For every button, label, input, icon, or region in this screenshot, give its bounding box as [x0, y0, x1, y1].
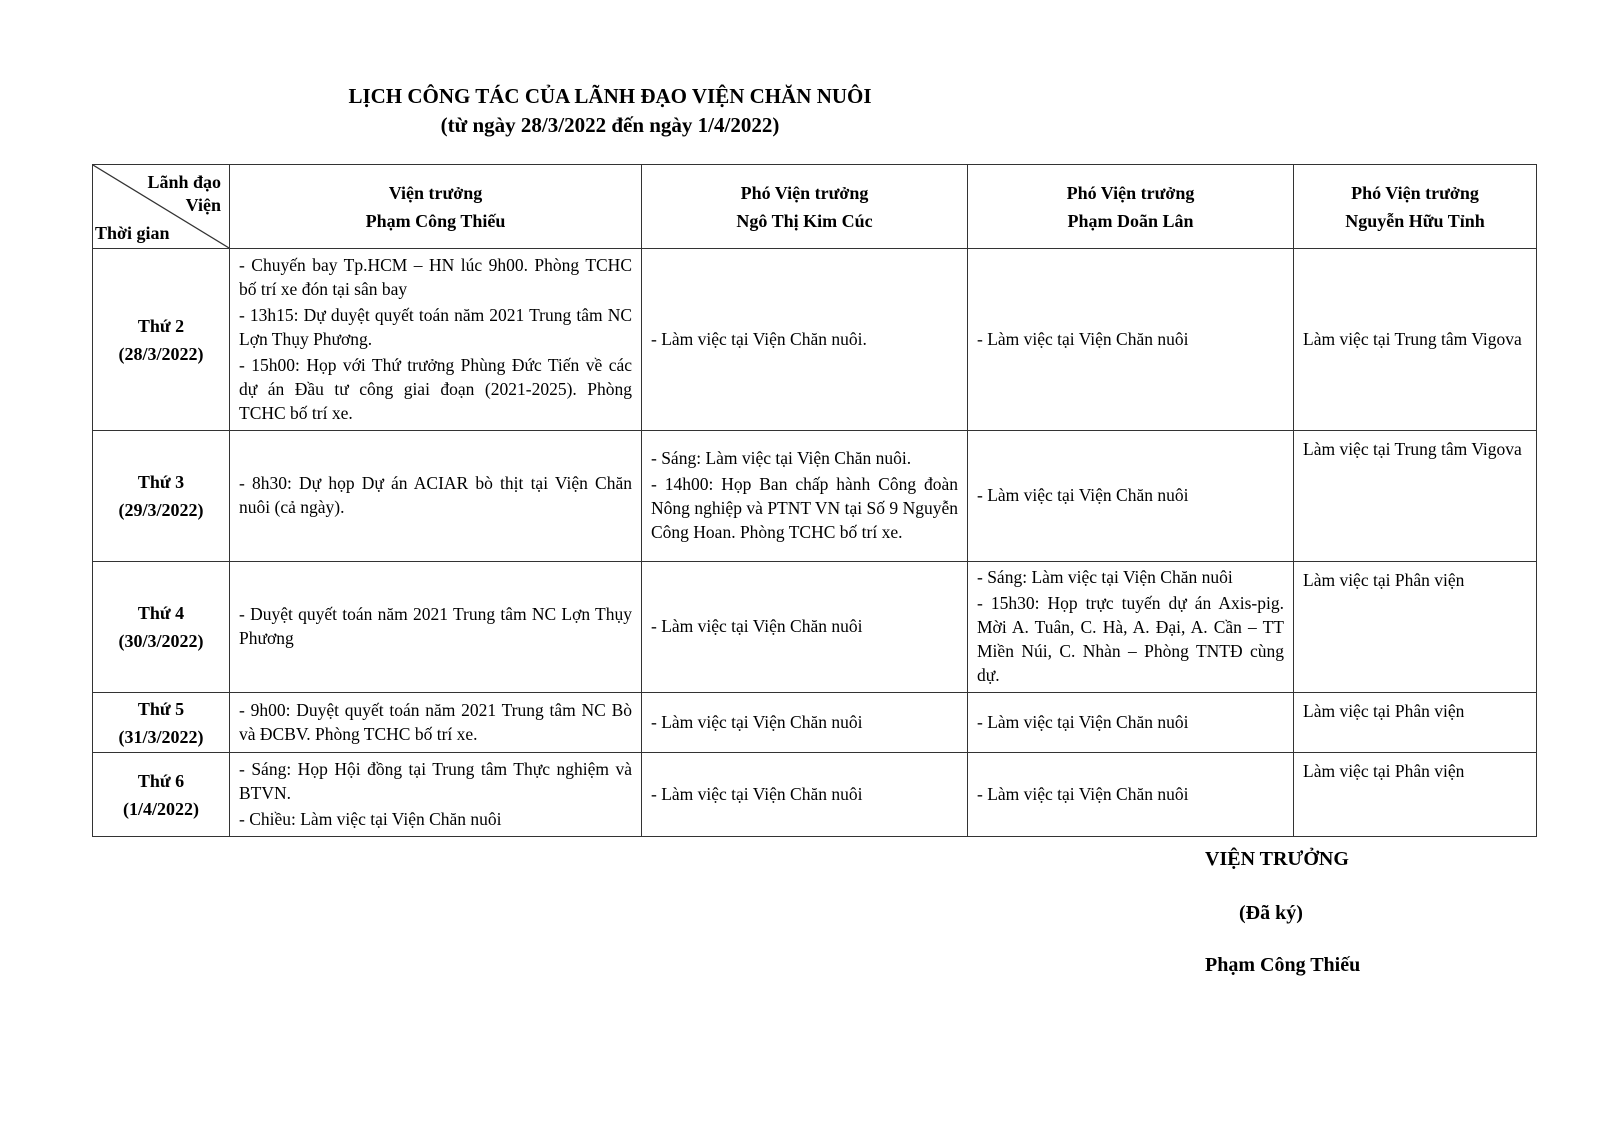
document-title-block	[0, 82, 1220, 140]
corner-label-time: Thời gian	[95, 223, 170, 243]
schedule-cell	[1294, 431, 1537, 562]
schedule-cell	[968, 753, 1294, 837]
table-row	[93, 693, 1537, 753]
day-cell	[93, 431, 230, 562]
day-name: Thứ 5	[137, 698, 185, 719]
schedule-cell	[1294, 562, 1537, 693]
schedule-cell	[1294, 753, 1537, 837]
schedule-cell	[968, 562, 1294, 693]
schedule-entry: - Sáng: Làm việc tại Viện Chăn nuôi	[977, 567, 1233, 587]
schedule-cell	[230, 562, 642, 693]
schedule-entry: - Làm việc tại Viện Chăn nuôi	[977, 783, 1189, 804]
schedule-cell	[642, 753, 968, 837]
schedule-table	[92, 164, 1537, 837]
schedule-entry: Làm việc tại Phân viện	[1303, 761, 1465, 781]
day-name: Thứ 2	[137, 315, 185, 336]
schedule-entry: - Làm việc tại Viện Chăn nuôi	[651, 711, 863, 732]
schedule-entry: Làm việc tại Phân viện	[1303, 570, 1465, 590]
schedule-cell	[968, 249, 1294, 431]
day-date: (29/3/2022)	[118, 500, 204, 520]
column-role: Viện trưởng	[388, 182, 483, 203]
table-row	[93, 562, 1537, 693]
column-role: Phó Viện trưởng	[1066, 182, 1195, 203]
schedule-cell	[230, 431, 642, 562]
schedule-cell	[230, 753, 642, 837]
schedule-entry: - 14h00: Họp Ban chấp hành Công đoàn Nông nghiệp và PTNT VN tại Số 9 Nguyễn Công Hoan. Phòng TCHC bố trí xe.	[651, 474, 958, 542]
schedule-entry: - Chuyến bay Tp.HCM – HN lúc 9h00. Phòng TCHC bố trí xe đón tại sân bay	[239, 254, 632, 299]
schedule-cell	[642, 693, 968, 753]
schedule-cell	[642, 431, 968, 562]
day-name: Thứ 4	[137, 603, 185, 623]
schedule-entry: - Sáng: Làm việc tại Viện Chăn nuôi.	[651, 448, 912, 468]
column-person: Phạm Doãn Lân	[1067, 210, 1194, 231]
schedule-entry: - 15h00: Họp với Thứ trưởng Phùng Đức Tiến về các dự án Đầu tư công giai đoạn (2021-2025). Phòng TCHC bố trí xe.	[239, 354, 632, 423]
document-title: LỊCH CÔNG TÁC CỦA LÃNH ĐẠO VIỆN CHĂN NUÔI	[348, 84, 872, 108]
schedule-entry: Làm việc tại Trung tâm Vigova	[1303, 328, 1522, 349]
header-row	[93, 165, 1537, 249]
schedule-entry: - Làm việc tại Viện Chăn nuôi	[977, 711, 1189, 732]
schedule-cell	[230, 693, 642, 753]
schedule-cell	[230, 249, 642, 431]
column-person: Phạm Công Thiếu	[365, 210, 506, 231]
schedule-entry: - 15h30: Họp trực tuyến dự án Axis-pig. Mời A. Tuân, C. Hà, A. Đại, A. Cần – TT Miền Núi, C. Nhàn – Phòng TNTĐ cùng dự.	[977, 593, 1284, 685]
day-cell	[93, 753, 230, 837]
column-role: Phó Viện trưởng	[1351, 182, 1479, 203]
schedule-entry: - Làm việc tại Viện Chăn nuôi	[977, 328, 1189, 349]
schedule-entry: - Làm việc tại Viện Chăn nuôi	[651, 616, 863, 636]
schedule-entry: - Duyệt quyết toán năm 2021 Trung tâm NC Lợn Thụy Phương	[239, 604, 632, 648]
schedule-entry: - Chiều: Làm việc tại Viện Chăn nuôi	[239, 808, 502, 829]
column-header-vien-truong	[230, 165, 642, 249]
schedule-entry: - 9h00: Duyệt quyết toán năm 2021 Trung tâm NC Bò và ĐCBV. Phòng TCHC bố trí xe.	[239, 699, 632, 744]
schedule-entry: - Sáng: Họp Hội đồng tại Trung tâm Thực nghiệm và BTVN.	[239, 758, 632, 803]
schedule-entry: - Làm việc tại Viện Chăn nuôi	[651, 783, 863, 804]
signature-title: VIỆN TRƯỞNG	[1205, 848, 1349, 870]
day-date: (28/3/2022)	[118, 343, 204, 364]
column-person: Ngô Thị Kim Cúc	[736, 210, 873, 231]
schedule-cell	[642, 562, 968, 693]
column-header-pho-vien-truong-2	[968, 165, 1294, 249]
schedule-entry: Làm việc tại Phân viện	[1303, 701, 1465, 721]
day-cell	[93, 249, 230, 431]
schedule-cell	[1294, 693, 1537, 753]
column-header-pho-vien-truong-3	[1294, 165, 1537, 249]
day-cell	[93, 693, 230, 753]
column-person: Nguyễn Hữu Tỉnh	[1345, 210, 1485, 231]
signature-name: Phạm Công Thiếu	[1205, 954, 1361, 976]
corner-header-cell	[93, 165, 230, 249]
schedule-entry: - Làm việc tại Viện Chăn nuôi	[977, 485, 1189, 505]
schedule-cell	[642, 249, 968, 431]
table-row	[93, 431, 1537, 562]
schedule-entry: - 13h15: Dự duyệt quyết toán năm 2021 Trung tâm NC Lợn Thụy Phương.	[239, 304, 632, 349]
day-name: Thứ 3	[137, 472, 185, 492]
schedule-entry: - 8h30: Dự họp Dự án ACIAR bò thịt tại Viện Chăn nuôi (cả ngày).	[239, 473, 632, 517]
corner-label-leaders: Lãnh đạo Viện	[147, 172, 221, 215]
table-row	[93, 753, 1537, 837]
schedule-cell	[1294, 249, 1537, 431]
document-subtitle: (từ ngày 28/3/2022 đến ngày 1/4/2022)	[440, 113, 780, 137]
day-date: (31/3/2022)	[118, 726, 204, 747]
signature-status: (Đã ký)	[1239, 902, 1303, 924]
schedule-cell	[968, 693, 1294, 753]
day-date: (30/3/2022)	[118, 631, 204, 651]
schedule-entry: - Làm việc tại Viện Chăn nuôi.	[651, 328, 867, 349]
day-cell	[93, 562, 230, 693]
schedule-cell	[968, 431, 1294, 562]
column-role: Phó Viện trưởng	[740, 182, 869, 203]
day-date: (1/4/2022)	[123, 798, 199, 819]
column-header-pho-vien-truong-1	[642, 165, 968, 249]
day-name: Thứ 6	[137, 770, 185, 791]
table-row	[93, 249, 1537, 431]
schedule-entry: Làm việc tại Trung tâm Vigova	[1303, 439, 1522, 459]
